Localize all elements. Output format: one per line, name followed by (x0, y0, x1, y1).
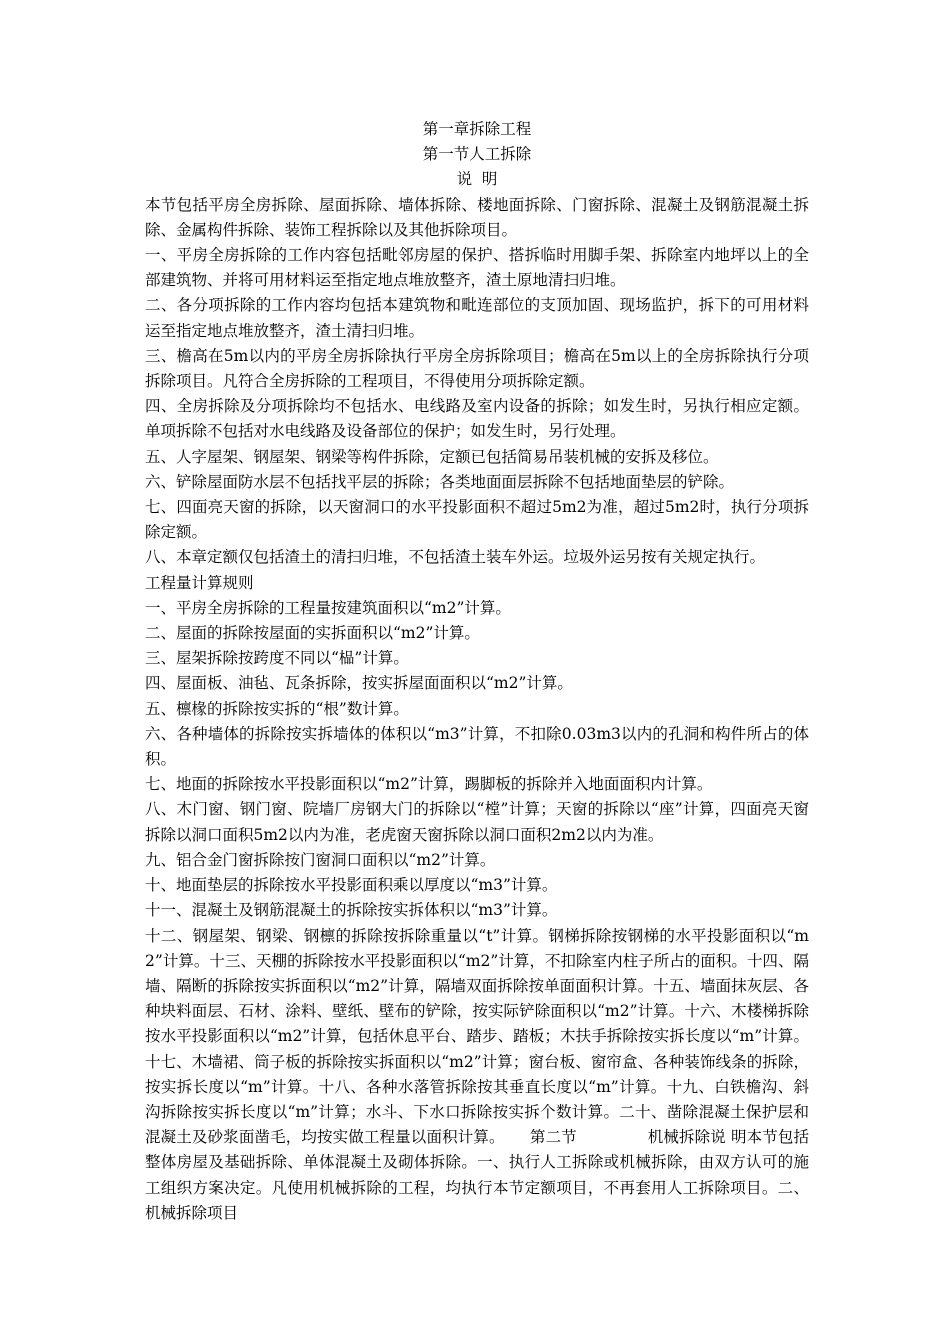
rule-6: 六、各种墙体的拆除按实拆墙体的体积以“m3”计算，不扣除0.03m3以内的孔洞和构件所占的体积。 (145, 724, 809, 769)
rule-10: 十、地面垫层的拆除按水平投影面积乘以厚度以“m3”计算。 (145, 876, 558, 895)
rule-12-onward: 十二、钢屋架、钢梁、钢檩的拆除按拆除重量以“t”计算。钢梯拆除按钢梯的水平投影面积以“m2”计算。十三、天棚的拆除按水平投影面积以“m2”计算，不扣除室内柱子所占的面积。十四、隔墙、隔断的拆除按实拆面积以“m2”计算，隔墙双面拆除按单面面积计算。十五、墙面抹灰层、各种块料面层、石材、涂料、壁纸、壁布的铲除，按实际铲除面积以“m2”计算。十六、木楼梯拆除按水平投影面积以“m2”计算，包括休息平台、踏步、踏板；木扶手拆除按实拆长度以“m”计算。十七、木墙裙、筒子板的拆除按实拆面积以“m2”计算；窗台板、窗帘盒、各种装饰线条的拆除，按实拆长度以“m”计算。十八、各种水落管拆除按其垂直长度以“m”计算。十九、白铁檐沟、斜沟拆除按实拆长度以“m”计算；水斗、下水口拆除按实拆个数计算。二十、凿除混凝土保护层和混凝土及砂浆面凿毛，均按实做工程量以面积计算。 第二节 机械拆除说 明本节包括整体房屋及基础拆除、单体混凝土及砌体拆除。一、执行人工拆除或机械拆除，由双方认可的施工组织方案决定。凡使用机械拆除的工程，均执行本节定额项目，不再套用人工拆除项目。二、机械拆除项目 (145, 926, 809, 1222)
rule-9: 九、铝合金门窗拆除按门窗洞口面积以“m2”计算。 (145, 850, 496, 869)
paragraph-3: 三、檐高在5m以内的平房全房拆除执行平房全房拆除项目；檐高在5m以上的全房拆除执行分项拆除项目。凡符合全房拆除的工程项目，不得使用分项拆除定额。 (145, 346, 809, 391)
rule-5: 五、檩椽的拆除按实拆的“根”数计算。 (145, 699, 409, 718)
paragraph-2: 二、各分项拆除的工作内容均包括本建筑物和毗连部位的支顶加固、现场监护，拆下的可用材料运至指定地点堆放整齐，渣土清扫归堆。 (145, 296, 809, 340)
chapter-title: 第一章拆除工程 (422, 120, 532, 138)
rule-4: 四、屋面板、油毡、瓦条拆除，按实拆屋面面积以“m2”计算。 (145, 674, 573, 693)
rules-heading: 工程量计算规则 (145, 573, 254, 592)
rule-8: 八、木门窗、钢门窗、院墙厂房钢大门的拆除以“樘”计算；天窗的拆除以“座”计算，四面亮天窗拆除以洞口面积5m2以内为准，老虎窗天窗拆除以洞口面积2m2以内为准。 (145, 800, 809, 844)
explanation-heading: 说 明 (456, 170, 498, 189)
paragraph-7: 七、四面亮天窗的拆除，以天窗洞口的水平投影面积不超过5m2为准，超过5m2时，执行分项拆除定额。 (145, 498, 809, 542)
rule-11: 十一、混凝土及钢筋混凝土的拆除按实拆体积以“m3”计算。 (145, 901, 558, 920)
paragraph-5: 五、人字屋架、钢屋架、钢梁等构件拆除，定额已包括简易吊装机械的安拆及移位。 (145, 447, 719, 466)
paragraph-intro: 本节包括平房全房拆除、屋面拆除、墙体拆除、楼地面拆除、门窗拆除、混凝土及钢筋混凝土拆除、金属构件拆除、装饰工程拆除以及其他拆除项目。 (145, 195, 809, 239)
paragraph-4: 四、全房拆除及分项拆除均不包括水、电线路及室内设备的拆除；如发生时，另执行相应定额。单项拆除不包括对水电线路及设备部位的保护；如发生时，另行处理。 (145, 397, 809, 441)
section-title: 第一节人工拆除 (422, 145, 532, 164)
rule-1: 一、平房全房拆除的工程量按建筑面积以“m2”计算。 (145, 598, 511, 617)
rule-7: 七、地面的拆除按水平投影面积以“m2”计算，踢脚板的拆除并入地面面积内计算。 (145, 775, 713, 794)
paragraph-8: 八、本章定额仅包括渣土的清扫归堆，不包括渣土装车外运。垃圾外运另按有关规定执行。 (145, 548, 766, 567)
paragraph-6: 六、铲除屋面防水层不包括找平层的拆除；各类地面面层拆除不包括地面垫层的铲除。 (145, 472, 735, 491)
rule-2: 二、屋面的拆除按屋面的实拆面积以“m2”计算。 (145, 624, 480, 643)
document-page (145, 117, 809, 1226)
paragraph-1: 一、平房全房拆除的工作内容包括毗邻房屋的保护、搭拆临时用脚手架、拆除室内地坪以上的全部建筑物、并将可用材料运至指定地点堆放整齐，渣土原地清扫归堆。 (145, 246, 809, 290)
rule-3: 三、屋架拆除按跨度不同以“榀”计算。 (145, 649, 409, 668)
